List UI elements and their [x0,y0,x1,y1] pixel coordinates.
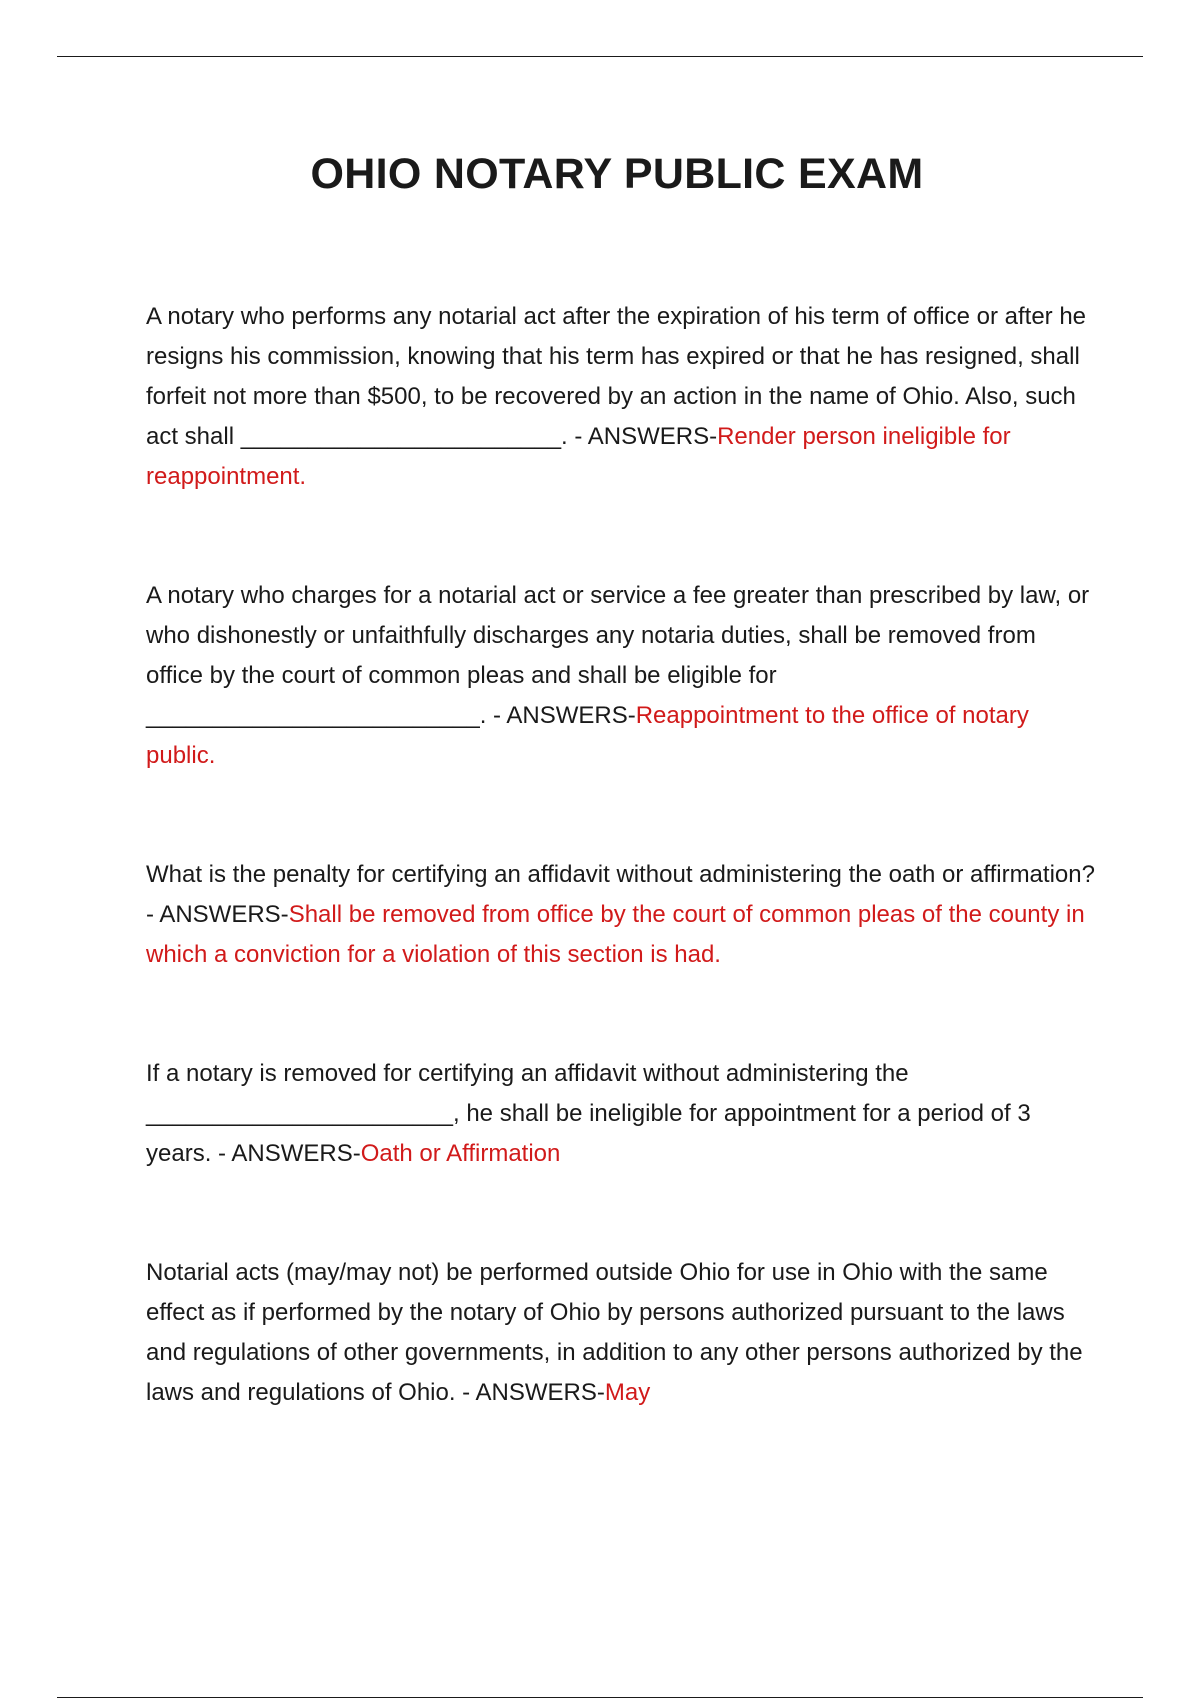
answers-marker: - ANSWERS- [455,1379,605,1406]
bottom-rule [57,1697,1143,1698]
answers-marker: - ANSWERS- [211,1140,361,1167]
question-text: What is the penalty for certifying an affidavit without administering the oath or affirmation? [146,861,1095,888]
answers-marker: - ANSWERS- [146,901,289,928]
answer-text: Shall be removed from office by the court of common pleas of the county in which a conviction for a violation of this section is had. [146,901,1085,968]
question-text: A notary who performs any notarial act after the expiration of his term of office or after he resigns his commission, knowing that his term has expired or that he has resigned, shall forfeit not more than $500, to be recovered by an action in the name of Ohio. Also, such act shall ________________________. [146,303,1087,450]
answer-text: May [604,1379,651,1406]
answer-text: Render person ineligible for reappointment. [146,423,1011,490]
top-rule [57,56,1143,57]
page-title: OHIO NOTARY PUBLIC EXAM [310,150,924,198]
answers-marker: - ANSWERS- [567,423,718,450]
question-block-5 [146,1253,1096,1413]
question-block-4 [146,1054,1096,1174]
answer-text: Oath or Affirmation [360,1140,561,1167]
question-block-1 [146,297,1096,497]
question-block-2 [146,576,1096,776]
question-block-3 [146,855,1096,975]
answers-marker: - ANSWERS- [486,702,636,729]
question-text: Notarial acts (may/may not) be performed outside Ohio for use in Ohio with the same effect as if performed by the notary of Ohio by persons authorized pursuant to the laws and regulations of other governments, in addition to any other persons authorized by the laws and regulations of Ohio. [146,1259,1083,1406]
answer-text: Reappointment to the office of notary public. [146,702,1029,769]
question-text: A notary who charges for a notarial act or service a fee greater than prescribed by law, or who dishonestly or unfaithfully discharges any notaria duties, shall be removed from office by the court of common pleas and shall be eligible for _________________________. [146,582,1090,729]
question-text: If a notary is removed for certifying an affidavit without administering the _______________________, he shall be ineligible for appointment for a period of 3 years. [146,1060,1031,1167]
